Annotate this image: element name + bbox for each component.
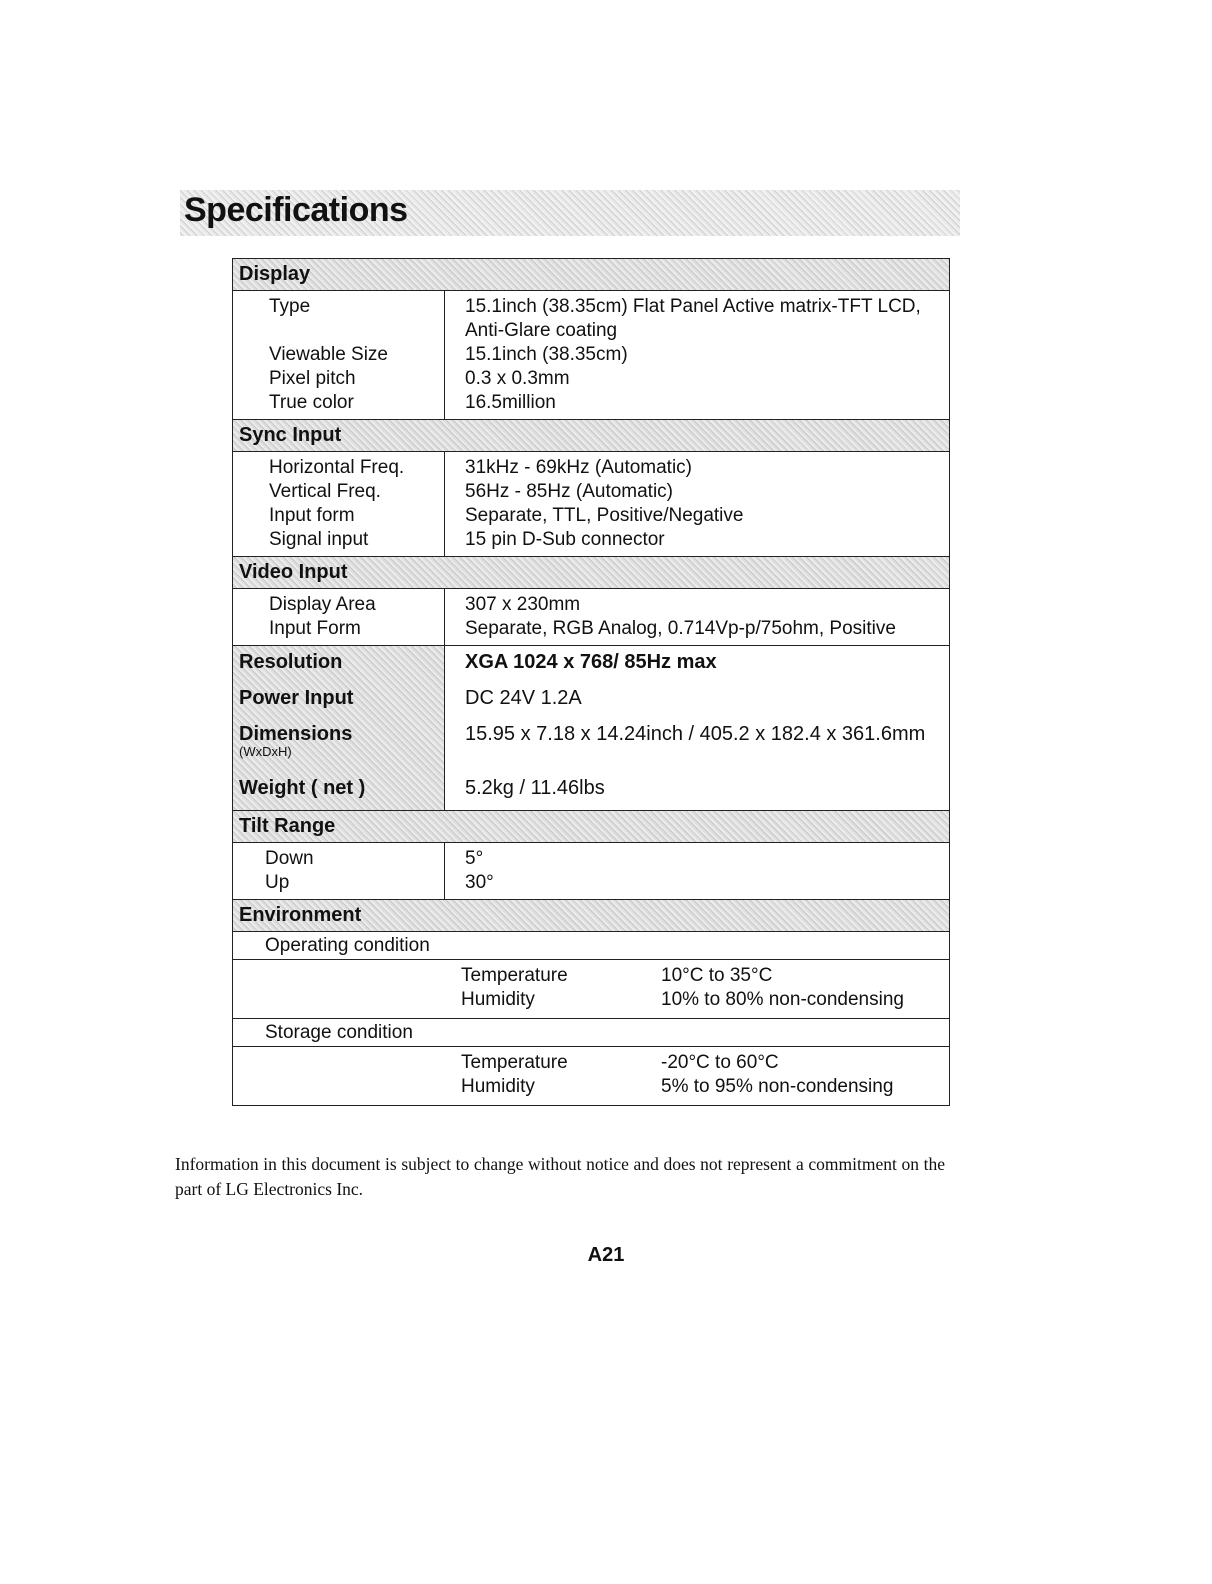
weight-label: Weight ( net ) (239, 777, 366, 799)
label-input-form: Input form (269, 505, 355, 526)
section-title: Display (239, 263, 311, 285)
resolution-label-cell (239, 648, 444, 684)
section-title: Environment (239, 904, 362, 926)
tilt-labels (233, 843, 445, 899)
value-input-form: Separate, TTL, Positive/Negative (465, 505, 744, 526)
weight-label-cell (239, 774, 444, 810)
storage-condition-label: Storage condition (233, 1019, 949, 1047)
display-values (445, 291, 949, 419)
st-temp-label: Temperature (461, 1052, 568, 1073)
title-bar (180, 190, 960, 236)
tilt-rows (233, 843, 949, 900)
video-labels (233, 589, 445, 645)
section-title: Video Input (239, 561, 348, 583)
label-true-color: True color (269, 392, 354, 413)
storage-params (461, 1051, 661, 1099)
op-humidity-value: 10% to 80% non-condensing (661, 989, 904, 1010)
label-viewable-size: Viewable Size (269, 344, 389, 365)
st-temp-value: -20°C to 60°C (661, 1052, 779, 1073)
section-title: Tilt Range (239, 815, 336, 837)
value-up: 30° (465, 872, 494, 893)
value-display-area: 307 x 230mm (465, 594, 581, 615)
spec-table (232, 258, 950, 1106)
resolution-value: XGA 1024 x 768/ 85Hz max (465, 651, 717, 673)
misc-values (445, 646, 949, 810)
label-up: Up (265, 872, 290, 893)
section-environment-header (233, 900, 949, 932)
footnote: Information in this document is subject to change without notice and does not represent a commitment on the part of LG Electronics Inc. (175, 1154, 945, 1199)
value-down: 5° (465, 848, 484, 869)
video-rows (233, 589, 949, 646)
value-input-form: Separate, RGB Analog, 0.714Vp-p/75ohm, Positive (465, 618, 896, 639)
label-pixel-pitch: Pixel pitch (269, 368, 356, 389)
section-sync-header (233, 420, 949, 452)
st-humidity-label: Humidity (461, 1076, 535, 1097)
page-title: Specifications (184, 191, 408, 229)
storage-values (661, 1051, 949, 1099)
sync-labels (233, 452, 445, 556)
tilt-values (445, 843, 949, 899)
display-rows (233, 291, 949, 420)
power-label: Power Input (239, 687, 354, 709)
misc-labels (233, 646, 445, 810)
op-temp-value: 10°C to 35°C (661, 965, 773, 986)
label-display-area: Display Area (269, 594, 376, 615)
value-signal-input: 15 pin D-Sub connector (465, 529, 665, 550)
label-type: Type (269, 296, 311, 317)
dimensions-value: 15.95 x 7.18 x 14.24inch / 405.2 x 182.4 x 361.6mm (465, 723, 926, 745)
weight-value: 5.2kg / 11.46lbs (465, 777, 605, 799)
label-v-freq: Vertical Freq. (269, 481, 381, 502)
value-h-freq: 31kHz - 69kHz (Automatic) (465, 457, 693, 478)
operating-condition-label: Operating condition (233, 932, 949, 960)
sync-rows (233, 452, 949, 557)
label-input-form: Input Form (269, 618, 361, 639)
power-value: DC 24V 1.2A (465, 687, 582, 709)
operating-condition-rows (233, 960, 949, 1019)
misc-block (233, 646, 949, 811)
op-temp-label: Temperature (461, 965, 568, 986)
display-labels (233, 291, 445, 419)
value-type-cont: Anti-Glare coating (465, 320, 618, 341)
power-label-cell (239, 684, 444, 720)
section-display-header (233, 259, 949, 291)
dimensions-sub-label: (WxDxH) (239, 744, 292, 759)
storage-condition-rows (233, 1047, 949, 1105)
operating-values (661, 964, 949, 1012)
sync-values (445, 452, 949, 556)
spacer (233, 964, 461, 1012)
resolution-label: Resolution (239, 651, 343, 673)
spacer (233, 1051, 461, 1099)
operating-params (461, 964, 661, 1012)
label-signal-input: Signal input (269, 529, 369, 550)
label-h-freq: Horizontal Freq. (269, 457, 405, 478)
value-type: 15.1inch (38.35cm) Flat Panel Active matrix-TFT LCD, (465, 296, 921, 317)
dimensions-label: Dimensions (239, 723, 353, 745)
value-v-freq: 56Hz - 85Hz (Automatic) (465, 481, 674, 502)
value-pixel-pitch: 0.3 x 0.3mm (465, 368, 570, 389)
label-blank (269, 319, 444, 343)
st-humidity-value: 5% to 95% non-condensing (661, 1076, 894, 1097)
dimensions-label-cell (239, 720, 444, 774)
section-title: Sync Input (239, 424, 342, 446)
value-viewable-size: 15.1inch (38.35cm) (465, 344, 628, 365)
video-values (445, 589, 949, 645)
section-tilt-header (233, 811, 949, 843)
op-humidity-label: Humidity (461, 989, 535, 1010)
section-video-header (233, 557, 949, 589)
label-down: Down (265, 848, 314, 869)
page-number: A21 (587, 1244, 625, 1266)
value-true-color: 16.5million (465, 392, 556, 413)
